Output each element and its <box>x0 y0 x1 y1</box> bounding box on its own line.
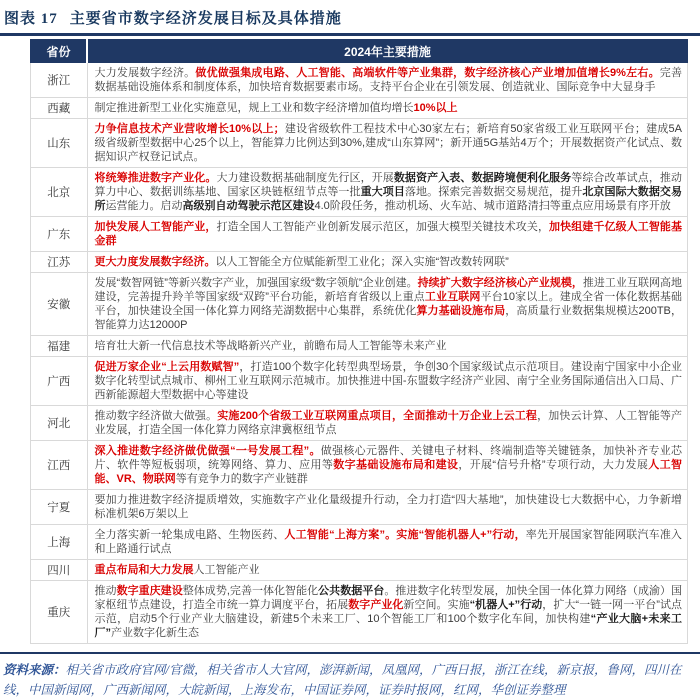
measure-text-segment: 率先开展国家智能网联汽车准入和上路通行试点 <box>94 529 682 555</box>
measure-text-segment: 建设省级软件工程技术中心30家左右；新培育50家省级工业互联网平台；建成5A级省级新型数据中心25个以上，智能算力比例达到30%,建成“山东算网”；新开通5G基站4万个；开展数据资产化试点、数据知识产权登记试点。 <box>94 123 682 163</box>
province-cell: 江苏 <box>31 252 88 273</box>
measure-text-segment: 推动数字经济做大做强。 <box>94 410 218 422</box>
measures-cell <box>87 273 688 336</box>
source-label: 资料来源： <box>3 663 66 677</box>
measure-text-segment: 人工智能、VR、物联网 <box>94 459 683 485</box>
measure-text-segment: 以人工智能全方位赋能新型工业化；深入实施“智改数转网联” <box>215 256 509 268</box>
source-text: 相关省市政府官网/官微，相关省市人大官网，澎湃新闻，凤凰网，广西日报，浙江在线，新京报，鲁网，四川在线，中国新闻网，广西新闻网，大皖新闻，上海发布，中国证券网，证券时报网，红网，华创证券整理 <box>3 663 682 697</box>
table-row <box>31 336 688 357</box>
province-cell: 宁夏 <box>31 490 88 525</box>
table-row <box>31 441 688 490</box>
table-row <box>31 63 688 98</box>
table-header <box>31 40 688 63</box>
measures-cell <box>87 63 688 98</box>
province-cell: 北京 <box>31 168 88 217</box>
figure-title: 主要省市数字经济发展目标及具体措施 <box>69 11 342 27</box>
province-cell: 山东 <box>31 119 88 168</box>
table-row <box>31 98 688 119</box>
measure-text-segment: 。推进数字化转型发展，加快全国一体化算力网络（成渝）国家枢纽节点建设，打造全市统一算力调度平台，拓展 <box>94 585 683 611</box>
measure-text-segment: 做强核心元器件、关键电子材料、终端制造等关键链条，加快补齐专业芯片、软件等短板弱项，统筹网络、算力、应用等 <box>94 445 683 471</box>
province-cell: 西藏 <box>31 98 88 119</box>
measures-cell <box>87 441 688 490</box>
measure-text-segment: 打造全国人工智能产业创新发展示范区，加强大模型关键技术攻关， <box>216 221 550 233</box>
measure-text-segment: 数字产业化 <box>348 599 404 611</box>
measure-text-segment: 大力建设数据基础制度先行区，开展 <box>216 172 394 184</box>
province-cell: 江西 <box>31 441 88 490</box>
source-note <box>0 654 700 700</box>
measures-cell <box>87 525 688 560</box>
measures-cell <box>87 252 688 273</box>
measure-text-segment: 新空间。实施 <box>403 599 470 611</box>
measures-cell <box>87 119 688 168</box>
province-cell: 重庆 <box>31 581 88 644</box>
measures-cell <box>87 581 688 644</box>
measure-text-segment: 重点布局和大力发展 <box>94 564 194 576</box>
province-cell: 广东 <box>31 217 88 252</box>
figure-header <box>0 0 700 28</box>
measure-text-segment: 完善数据基础设施体系和制度体系，加快培育数据要素市场。支持平台企业在引领发展、创造就业、国际竞争中大显身手 <box>94 67 683 93</box>
measure-text-segment: 算力基础设施布局 <box>416 305 506 317</box>
measure-text-segment: 将统筹推进数字产业化。 <box>94 172 217 184</box>
measure-text-segment: 10%以上 <box>413 102 458 114</box>
measure-text-segment: 制定推进新型工业化实施意见，规上工业和数字经济增加值均增长 <box>94 102 414 114</box>
measures-cell <box>87 98 688 119</box>
table-row <box>31 252 688 273</box>
figure-label: 图表 17 <box>4 11 58 27</box>
table-row <box>31 581 688 644</box>
measures-cell <box>87 336 688 357</box>
province-cell: 广西 <box>31 357 88 406</box>
measure-text-segment: “机器人+”行动 <box>469 599 543 611</box>
measure-text-segment: 人工智能产业 <box>193 564 260 576</box>
measures-table <box>30 39 688 644</box>
measure-text-segment: “产业大脑+未来工厂” <box>94 613 682 639</box>
measure-text-segment: 平台10家以上。建成全省一体化数据基础平台，加快建设全国一体化算力网络芜湖数据中心集群，系统优化 <box>94 291 683 317</box>
measures-cell <box>87 168 688 217</box>
measure-text-segment: 加快发展人工智能产业， <box>94 221 217 233</box>
table-row <box>31 119 688 168</box>
measures-table-body <box>31 63 688 644</box>
table-row <box>31 406 688 441</box>
table-row <box>31 273 688 336</box>
measures-cell <box>87 406 688 441</box>
measure-text-segment: 产业数字化新生态 <box>111 627 199 639</box>
province-cell: 上海 <box>31 525 88 560</box>
measure-text-segment: 实施200个省级工业互联网重点项目，全面推动十万企业上云工程 <box>217 410 538 422</box>
table-row <box>31 168 688 217</box>
measure-text-segment: 运营能力。启动 <box>105 200 183 212</box>
measure-text-segment: 工业互联网 <box>424 291 481 303</box>
title-divider <box>0 33 700 36</box>
measure-text-segment: 人工智能“上海方案”。实施“智能机器人+”行动， <box>284 529 526 541</box>
province-cell: 四川 <box>31 560 88 581</box>
table-row <box>31 217 688 252</box>
measure-text-segment: 促进万家企业“上云用数赋智” <box>94 361 240 373</box>
measure-text-segment: 推动 <box>94 585 117 597</box>
province-cell: 福建 <box>31 336 88 357</box>
measure-text-segment: 持续扩大数字经济核心产业规模， <box>417 277 583 289</box>
measure-text-segment: ，扩大“一链一网一平台”试点示范，启动5个行业产业大脑建设，新建5个未来工厂、10个智能工厂和100个数字化车间，加快构建 <box>94 599 683 625</box>
header-measures: 2024年主要措施 <box>87 40 688 63</box>
header-row <box>31 40 688 63</box>
measure-text-segment: 大力发展数字经济。 <box>94 67 196 79</box>
measure-text-segment: 全力落实新一轮集成电路、生物医药、 <box>94 529 285 541</box>
measure-text-segment: 推进工业互联网高地建设，完善提升羚羊等国家级“双跨”平台功能，新培育省级以上重点 <box>94 277 683 303</box>
measure-text-segment: 落地。探索完善数据交易规范，提升 <box>404 186 583 198</box>
measure-text-segment: 4.0阶段任务，推动机场、火车站、城市道路清扫等重点应用场景有序开放 <box>314 200 671 212</box>
measure-text-segment: 北京国际大数据交易所 <box>94 186 683 212</box>
measure-text-segment: 整体成势,完善一体化智能化 <box>182 585 319 597</box>
province-cell: 河北 <box>31 406 88 441</box>
measure-text-segment: 数字基础设施布局和建设 <box>333 459 459 471</box>
measures-cell <box>87 217 688 252</box>
province-cell: 浙江 <box>31 63 88 98</box>
table-row <box>31 560 688 581</box>
measures-cell <box>87 560 688 581</box>
province-cell: 安徽 <box>31 273 88 336</box>
measure-text-segment: ，高质量行业数据集规模达200TB，智能算力达12000P <box>94 305 682 331</box>
measure-text-segment: 公共数据平台 <box>318 585 385 597</box>
measure-text-segment: 发展“数智网链”等新兴数字产业，加强国家级“数字领航”企业创建。 <box>94 277 418 289</box>
measure-text-segment: 培育壮大新一代信息技术等战略新兴产业，前瞻布局人工智能等未来产业 <box>94 340 447 352</box>
header-province: 省份 <box>31 40 88 63</box>
measure-text-segment: ，加快云计算、人工智能等产业发展，打造全国一体化算力网络京津冀枢纽节点 <box>94 410 683 436</box>
measure-text-segment: 深入推进数字经济做优做强“一号发展工程”。 <box>94 445 321 457</box>
measure-text-segment: ，打造100个数字化转型典型场景，争创30个国家级试点示范项目。建设南宁国家中小企业数字化转型试点城市、柳州工业互联网示范城市。加快推进中国-东盟数字经济产业园、南宁全业务国际通信出入口局、广西新能源超大型数据中心等建设 <box>94 361 682 401</box>
measures-cell <box>87 357 688 406</box>
table-row <box>31 525 688 560</box>
measure-text-segment: 加快组建千亿级人工智能基金群 <box>94 221 682 247</box>
measure-text-segment: 等有竞争力的数字产业链群 <box>175 473 308 485</box>
table-row <box>31 490 688 525</box>
measure-text-segment: 重大项目 <box>360 186 405 198</box>
measure-text-segment: 数据资产入表、数据跨境便利化服务 <box>393 172 572 184</box>
measure-text-segment: 数字重庆建设 <box>116 585 183 597</box>
measures-cell <box>87 490 688 525</box>
measure-text-segment: 要加力推进数字经济提质增效，实施数字产业化量级提升行动，全力打造“四大基地”，加快建设七大数据中心，力争新增标准机架6万架以上 <box>94 494 682 520</box>
table-row <box>31 357 688 406</box>
table-container <box>30 39 689 644</box>
measure-text-segment: 做优做强集成电路、人工智能、高端软件等产业集群，数字经济核心产业增加值增长9%左右。 <box>195 67 660 79</box>
measure-text-segment: 等综合改革试点，推动算力中心、数据训练基地、国家区块链枢纽节点等一批 <box>94 172 683 198</box>
measure-text-segment: ，开展“信号升格”专项行动，大力发展 <box>458 459 649 471</box>
measure-text-segment: 更大力度发展数字经济。 <box>94 256 216 268</box>
measure-text-segment: 力争信息技术产业营收增长10%以上； <box>94 123 285 135</box>
measure-text-segment: 高级别自动驾驶示范区建设 <box>182 200 315 212</box>
